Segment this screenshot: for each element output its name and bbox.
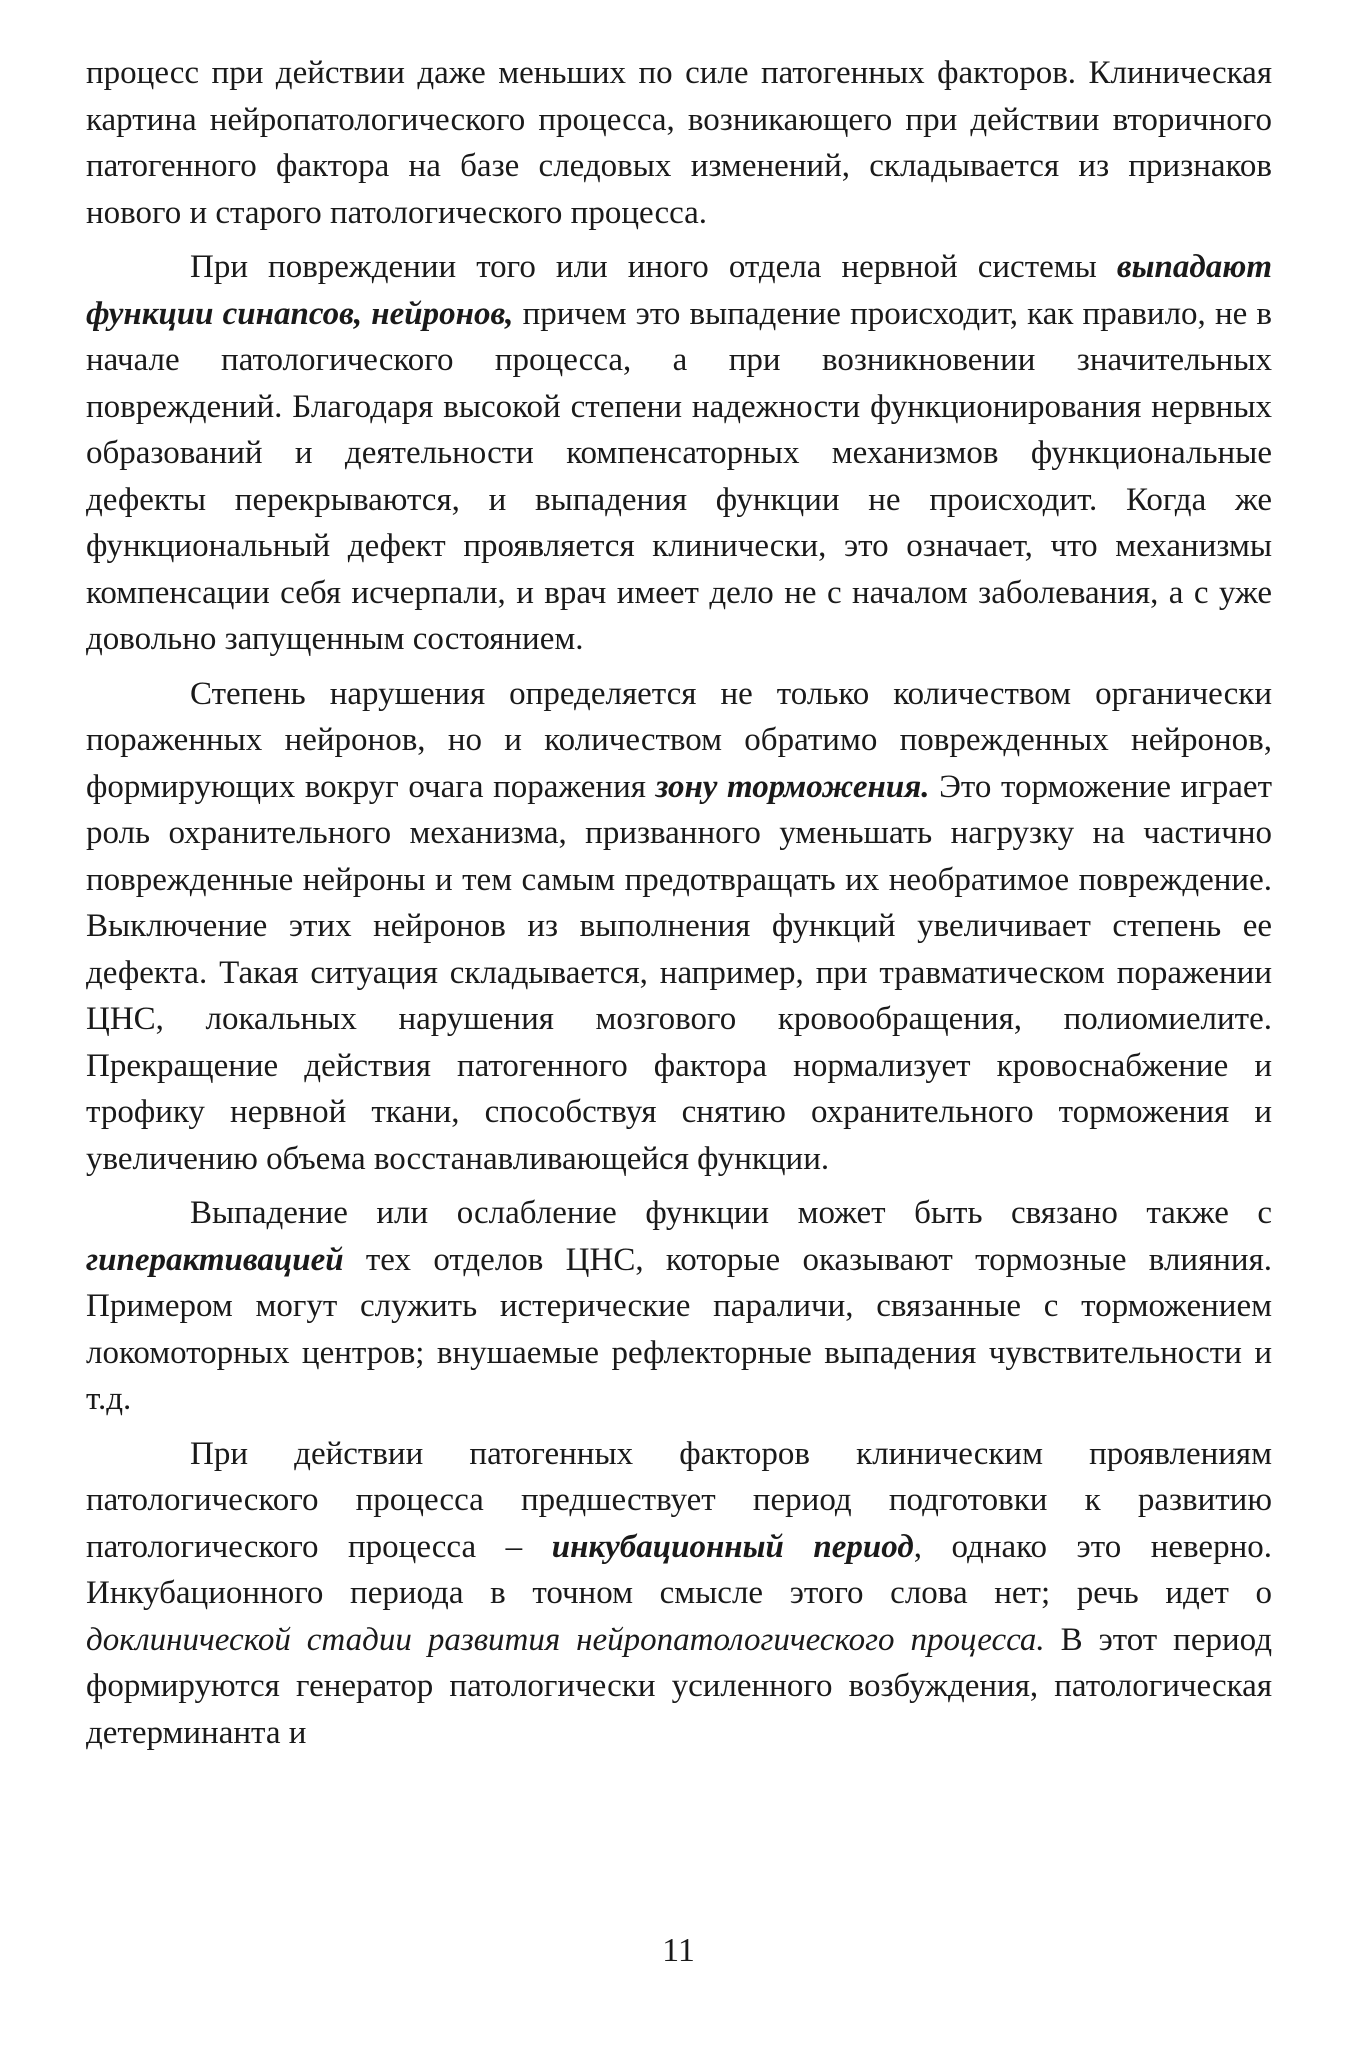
text-run: процесс при действии даже меньших по силе патогенных факторов. Клиническая картина нейропатологического процесса, возникающего при действии вторичного патогенного фактора на базе следовых изменений, складывается из признаков нового и старого патологического процесса. xyxy=(86,55,1272,231)
text-run: При повреждении того или иного отдела нервной системы xyxy=(190,249,1117,285)
text-run: , однако это неверно. Инкубационного периода в точном смысле этого слова нет; речь идет о xyxy=(86,1528,1272,1611)
paragraph xyxy=(86,1431,1272,1757)
paragraph xyxy=(86,1190,1272,1423)
text-run: В этот период формируются генератор патологически усиленного возбуждения, патологическая детерминанта и xyxy=(86,1621,1272,1751)
text-run: Выпадение или ослабление функции может быть связано также с xyxy=(190,1195,1272,1231)
text-container xyxy=(86,50,1272,1756)
emphasis-text: выпадают функции синапсов, нейронов, xyxy=(86,249,1272,332)
paragraph xyxy=(86,50,1272,236)
text-run: При действии патогенных факторов клиническим проявлениям патологического процесса предшествует период подготовки к развитию патологического процесса – xyxy=(86,1435,1272,1565)
paragraph xyxy=(86,244,1272,663)
text-run: Степень нарушения определяется не только количеством органически пораженных нейронов, но и количеством обратимо поврежденных нейронов, формирующих вокруг очага поражения xyxy=(86,675,1272,805)
text-run: причем это выпадение происходит, как правило, не в начале патологического процесса, а при возникновении значительных повреждений. Благодаря высокой степени надежности функционирования нервных образований и деятельности компенсаторных механизмов функциональные дефекты перекрываются, и выпадения функции не происходит. Когда же функциональный дефект проявляется клинически, это означает, что механизмы компенсации себя исчерпали, и врач имеет дело не с началом заболевания, а с уже довольно запущенным состоянием. xyxy=(86,295,1272,657)
page-number: 11 xyxy=(662,1932,695,1969)
emphasis-text: гиперактивацией xyxy=(86,1241,344,1278)
text-run: тех отделов ЦНС, которые оказывают тормозные влияния. Примером могут служить истерические параличи, связанные с торможением локомоторных центров; внушаемые рефлекторные выпадения чувствительности и т.д. xyxy=(86,1241,1272,1417)
page-body xyxy=(86,50,1272,1756)
emphasis-text: зону торможения. xyxy=(655,768,930,805)
emphasis-text: инкубационный период xyxy=(551,1528,914,1565)
text-run: Это торможение играет роль охранительного механизма, призванного уменьшать нагрузку на частично поврежденные нейроны и тем самым предотвращать их необратимое повреждение. Выключение этих нейронов из выполнения функций увеличивает степень ее дефекта. Такая ситуация складывается, например, при травматическом поражении ЦНС, локальных нарушения мозгового кровообращения, полиомиелите. Прекращение действия патогенного фактора нормализует кровоснабжение и трофику нервной ткани, способствуя снятию охранительного торможения и увеличению объема восстанавливающейся функции. xyxy=(86,768,1272,1177)
emphasis-text: доклинической стадии развития нейропатологического процесса. xyxy=(86,1621,1045,1658)
paragraph xyxy=(86,671,1272,1183)
